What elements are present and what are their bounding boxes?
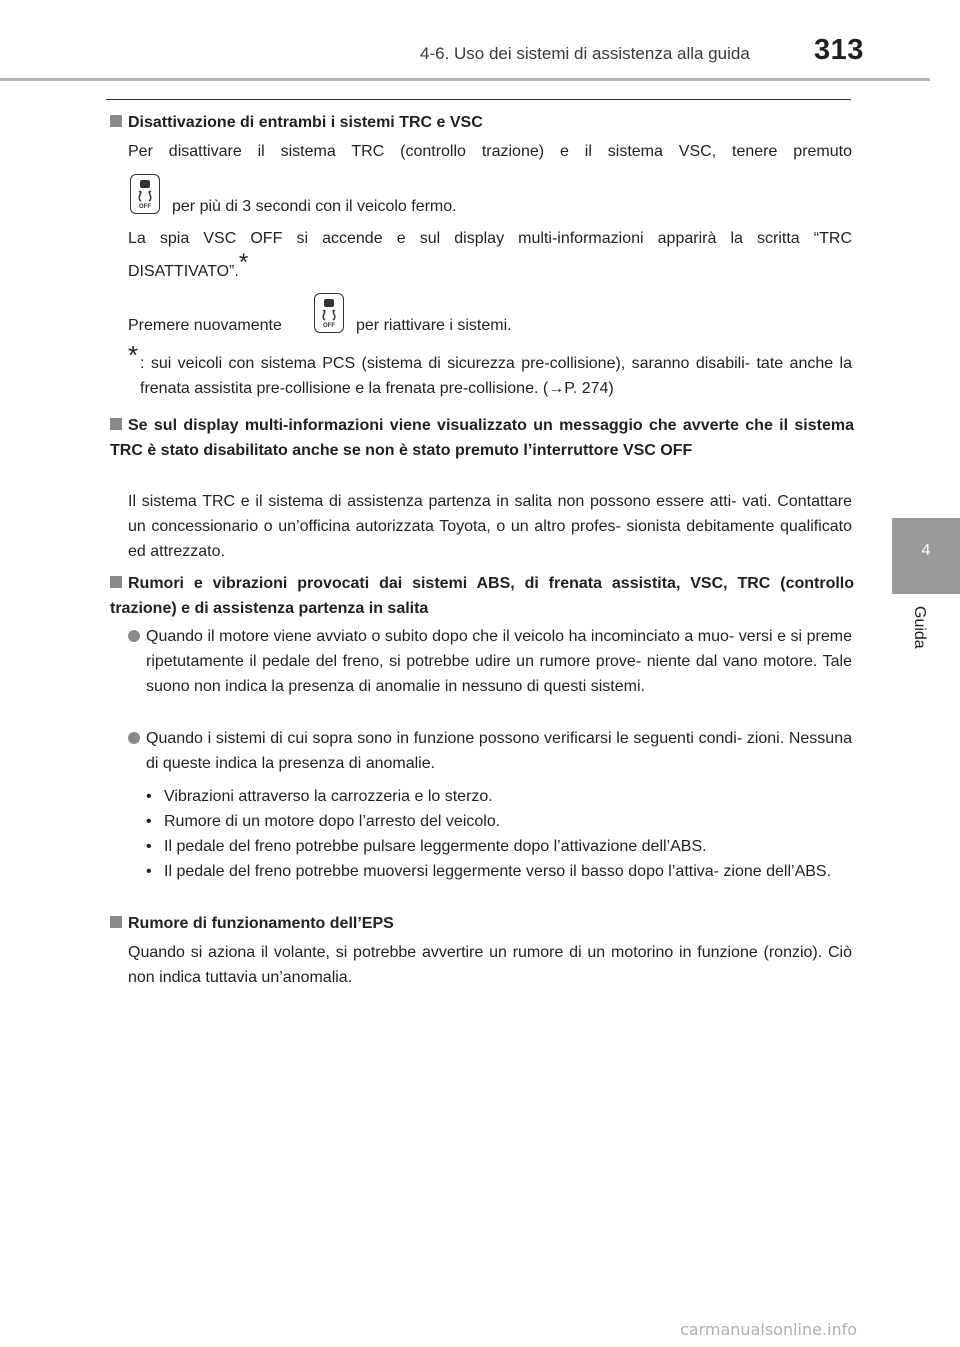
square-bullet-icon <box>110 115 122 127</box>
sub-list-item: • Vibrazioni attraverso la carrozzeria e lo sterzo. <box>146 788 493 805</box>
sub-list-item: • Il pedale del freno potrebbe pulsare leggermente dopo l’attivazione dell’ABS. <box>146 838 707 855</box>
header-rule <box>0 78 930 81</box>
watermark: carmanualsonline.info <box>680 1320 858 1339</box>
header-section-title: 4-6. Uso dei sistemi di assistenza alla guida <box>420 44 750 63</box>
section-heading-eps-noise: Rumore di funzionamento dell’EPS <box>110 911 854 936</box>
square-bullet-icon <box>110 916 122 928</box>
chapter-number: 4 <box>921 542 931 559</box>
paragraph-line: Premere nuovamente <box>128 317 282 334</box>
paragraph-line: La spia VSC OFF si accende e sul display multi-informazioni apparirà la scritta “TRC <box>128 230 852 247</box>
asterisk-mark: * <box>128 340 139 370</box>
sub-list-item: • Il pedale del freno potrebbe muoversi leggermente verso il basso dopo l’attiva- zione dell’ABS. <box>146 863 832 880</box>
svg-text:OFF: OFF <box>139 204 151 209</box>
vsc-off-button-icon <box>130 174 160 214</box>
asterisk-mark: * <box>238 249 249 276</box>
vsc-off-button-icon <box>314 293 344 333</box>
section-rule <box>106 99 851 100</box>
paragraph-line: per più di 3 secondi con il veicolo fermo. <box>172 198 457 215</box>
list-item: Quando i sistemi di cui sopra sono in funzione possono verificarsi le seguenti condi- zioni. Nessuna di queste indica la presenza di anomalie. <box>128 726 852 776</box>
section-heading-trc-vsc-off: Disattivazione di entrambi i sistemi TRC e VSC <box>110 110 854 135</box>
paragraph-line: per riattivare i sistemi. <box>356 317 512 334</box>
paragraph: Il sistema TRC e il sistema di assistenza partenza in salita non possono essere atti- vati. Contattare un concessionario o un’officina autorizzata Toyota, o un altro profes- sionista debitamente qualificato ed attrezzato. <box>128 493 852 560</box>
paragraph-line: Per disattivare il sistema TRC (controllo trazione) e il sistema VSC, tenere premuto <box>128 143 852 160</box>
paragraph-line: DISATTIVATO”.* <box>128 249 249 280</box>
section-heading-noise-vibration: Rumori e vibrazioni provocati dai sistemi ABS, di frenata assistita, VSC, TRC (controllo trazione) e di assistenza partenza in salita <box>110 575 854 617</box>
square-bullet-icon <box>110 418 122 430</box>
footnote: * : sui veicoli con sistema PCS (sistema di sicurezza pre-collisione), saranno disabili- tate anche la frenata assistita pre-collisione e la frenata pre-collisione. (→P. 274) <box>128 340 852 397</box>
round-bullet-icon <box>128 630 140 642</box>
paragraph: Quando si aziona il volante, si potrebbe avvertire un rumore di un motorino in funzione (ronzio). Ciò non indica tuttavia un’anomalia. <box>128 944 852 986</box>
section-heading-trc-disabled-message: Se sul display multi-informazioni viene visualizzato un messaggio che avverte che il sistema TRC è stato disabilitato anche se non è stato premuto l’interruttore VSC OFF <box>110 417 854 459</box>
round-bullet-icon <box>128 732 140 744</box>
svg-text:OFF: OFF <box>323 323 335 328</box>
chapter-label: Guida <box>911 606 928 649</box>
chapter-tab[interactable] <box>892 518 960 594</box>
page-number: 313 <box>814 34 864 66</box>
list-item: Quando il motore viene avviato o subito dopo che il veicolo ha incominciato a muo- versi e si preme ripetutamente il pedale del freno, si potrebbe udire un rumore prove- niente dal vano motore. Tale suono non indica la presenza di anomalie in nessuno di questi sistemi. <box>128 624 852 699</box>
square-bullet-icon <box>110 576 122 588</box>
sub-list-item: • Rumore di un motore dopo l’arresto del veicolo. <box>146 813 501 830</box>
